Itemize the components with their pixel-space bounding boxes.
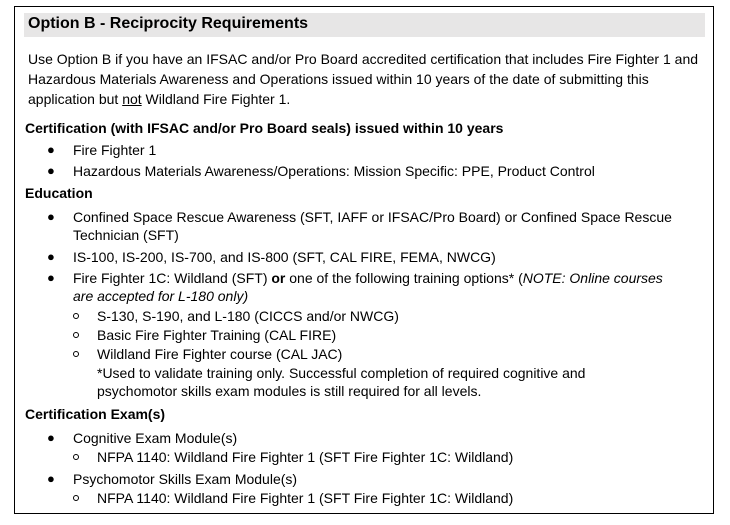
edu-item-ff1c-line1 (73, 269, 663, 287)
edu-item-is-courses: IS-100, IS-200, IS-700, and IS-800 (SFT, CAL FIRE, FEMA, NWCG) (73, 249, 496, 265)
edu-ff1c-note2: are accepted for L-180 only) (73, 288, 249, 304)
intro-underlined-word: not (122, 91, 142, 107)
edu-footnote-line1: *Used to validate training only. Successful completion of required cognitive and (97, 365, 586, 381)
sub-bullet-icon (73, 454, 79, 460)
requirements-box (14, 6, 714, 514)
bullet-icon: ● (47, 270, 55, 285)
exam-cognitive: Cognitive Exam Module(s) (73, 430, 238, 446)
intro-text-1: Use Option B if you have an IFSAC and/or Pro Board accredited certification that includes Fire Fighter 1 and Hazardous Materials Awareness and Operations issued within 10 years of the date of submitting this application but (28, 51, 699, 107)
bullet-icon: ● (47, 163, 55, 178)
edu-ff1c-pre: Fire Fighter 1C: Wildland (SFT) (73, 270, 272, 286)
edu-sub-item-s130: S-130, S-190, and L-180 (CICCS and/or NWCG) (97, 308, 399, 324)
exam-psychomotor-sub: NFPA 1140: Wildland Fire Fighter 1 (SFT Fire Fighter 1C: Wildland) (97, 490, 514, 506)
edu-item-confined-space-line1: Confined Space Rescue Awareness (SFT, IAFF or IFSAC/Pro Board) or Confined Space Rescue (73, 209, 672, 225)
bullet-icon: ● (47, 142, 55, 157)
sub-bullet-icon (73, 332, 79, 338)
bullet-icon: ● (47, 209, 55, 224)
exam-psychomotor: Psychomotor Skills Exam Module(s) (73, 471, 298, 487)
edu-item-confined-space-line2: Technician (SFT) (73, 227, 179, 243)
edu-footnote-line2: psychomotor skills exam modules is still required for all levels. (97, 383, 482, 399)
heading-bar (24, 13, 705, 37)
edu-sub-item-wildland-course: Wildland Fire Fighter course (CAL JAC) (97, 346, 343, 362)
exams-heading: Certification Exam(s) (25, 406, 166, 422)
edu-item-ff1c-line2 (73, 287, 248, 305)
edu-sub-item-basic-ff: Basic Fire Fighter Training (CAL FIRE) (97, 327, 337, 343)
sub-bullet-icon (73, 495, 79, 501)
bullet-icon: ● (47, 471, 55, 486)
education-heading: Education (25, 185, 93, 201)
bullet-icon: ● (47, 249, 55, 264)
sub-bullet-icon (73, 351, 79, 357)
intro-paragraph (28, 49, 708, 109)
sub-bullet-icon (73, 313, 79, 319)
edu-ff1c-or: or (271, 270, 286, 286)
section-heading: Option B - Reciprocity Requirements (28, 15, 309, 32)
cert-item-fire-fighter-1: Fire Fighter 1 (73, 142, 157, 158)
edu-ff1c-note1: NOTE: Online courses (522, 270, 663, 286)
exam-cognitive-sub: NFPA 1140: Wildland Fire Fighter 1 (SFT Fire Fighter 1C: Wildland) (97, 449, 514, 465)
intro-text-2: Wildland Fire Fighter 1. (141, 91, 291, 107)
cert-item-hazmat: Hazardous Materials Awareness/Operations: Mission Specific: PPE, Product Control (73, 163, 595, 179)
edu-ff1c-mid: one of the following training options* ( (285, 270, 523, 286)
bullet-icon: ● (47, 430, 55, 445)
certification-heading: Certification (with IFSAC and/or Pro Board seals) issued within 10 years (25, 120, 504, 136)
